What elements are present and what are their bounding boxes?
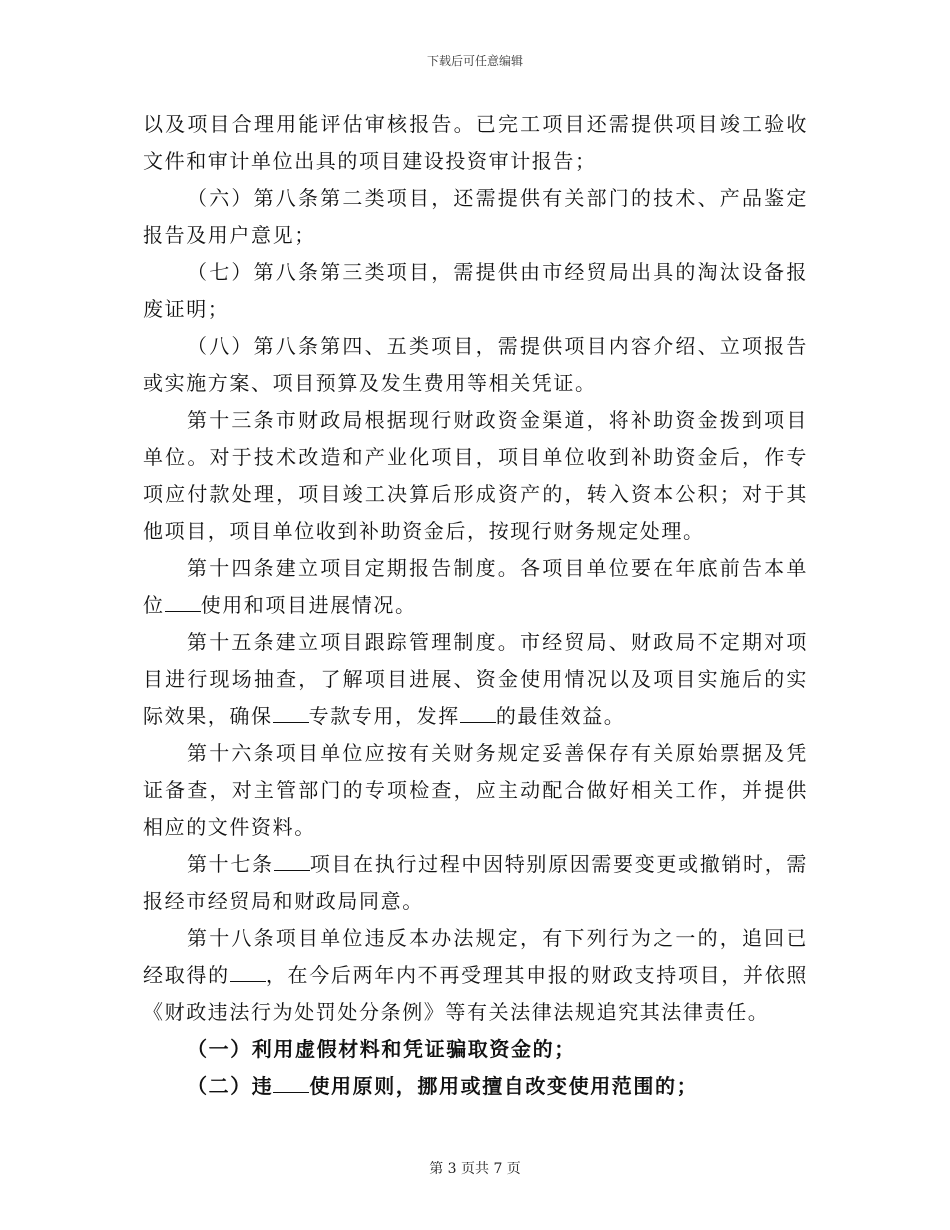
text-run: 专款专用，发挥 [308,704,460,728]
fill-blank [165,592,201,612]
paragraph-article-13 [143,402,808,550]
text-run: 使用原则，挪用或擅自改变使用范围的； [309,1074,699,1098]
paragraph-clause-1 [143,1031,808,1068]
paragraph-clause-2 [143,1068,808,1105]
text-run: （六）第八条第二类项目，还需提供有关部门的技术、产品鉴定报告及用户意见； [143,186,808,247]
text-run: 第十五条建立项目跟踪管理制度。市经贸局、财政局不定期对项目进行现场抽查，了解项目进展、资金使用情况以及项目实施后的实际效果，确保 [143,630,808,728]
text-run: 第十四条建立项目定期报告制度。各项目单位要在年底前告本单位 [143,556,808,617]
paragraph-article-17 [143,846,808,920]
fill-blank [273,703,309,723]
fill-blank [273,1073,309,1093]
text-run: 使用和项目进展情况。 [200,593,417,617]
header-note: 下载后可任意编辑 [426,54,523,68]
paragraph-continuation [143,106,808,180]
text-run: 第十三条市财政局根据现行财政资金渠道，将补助资金拨到项目单位。对于技术改造和产业化项目，项目单位收到补助资金后，作专项应付款处理，项目竣工决算后形成资产的，转入资本公积；对于其他项目，项目单位收到补助资金后，按现行财务规定处理。 [143,408,808,543]
text-run: （一）利用虚假材料和凭证骗取资金的； [187,1037,576,1061]
fill-blank [230,962,266,982]
text-run: （二）违 [187,1074,274,1098]
fill-blank [460,703,496,723]
text-run: 第十八条项目单位违反本办法规定，有下列行为之一的，追回已经取得的 [143,926,808,987]
paragraph-article-15 [143,624,808,735]
paragraph-item-7 [143,254,808,328]
text-run: （八）第八条第四、五类项目，需提供项目内容介绍、立项报告或实施方案、项目预算及发生费用等相关凭证。 [143,334,808,395]
text-run: 第十七条 [187,852,274,876]
text-run: ，在今后两年内不再受理其申报的财政支持项目，并依照《财政违法行为处罚处分条例》等有关法律法规追究其法律责任。 [143,963,809,1024]
text-run: 以及项目合理用能评估审核报告。已完工项目还需提供项目竣工验收文件和审计单位出具的项目建设投资审计报告； [143,112,808,173]
document-body [143,106,808,1105]
fill-blank [274,851,310,871]
paragraph-article-14 [143,550,808,624]
text-run: 的最佳效益。 [495,704,626,728]
paragraph-article-16 [143,735,808,846]
text-run: 项目在执行过程中因特别原因需要变更或撤销时，需报经市经贸局和财政局同意。 [143,852,808,913]
paragraph-item-6 [143,180,808,254]
page-number: 第 3 页共 7 页 [429,1161,521,1177]
paragraph-item-8 [143,328,808,402]
paragraph-article-18 [143,920,808,1031]
text-run: 第十六条项目单位应按有关财务规定妥善保存有关原始票据及凭证备查，对主管部门的专项检查，应主动配合做好相关工作，并提供相应的文件资料。 [143,741,808,839]
text-run: （七）第八条第三类项目，需提供由市经贸局出具的淘汰设备报废证明； [143,260,808,321]
